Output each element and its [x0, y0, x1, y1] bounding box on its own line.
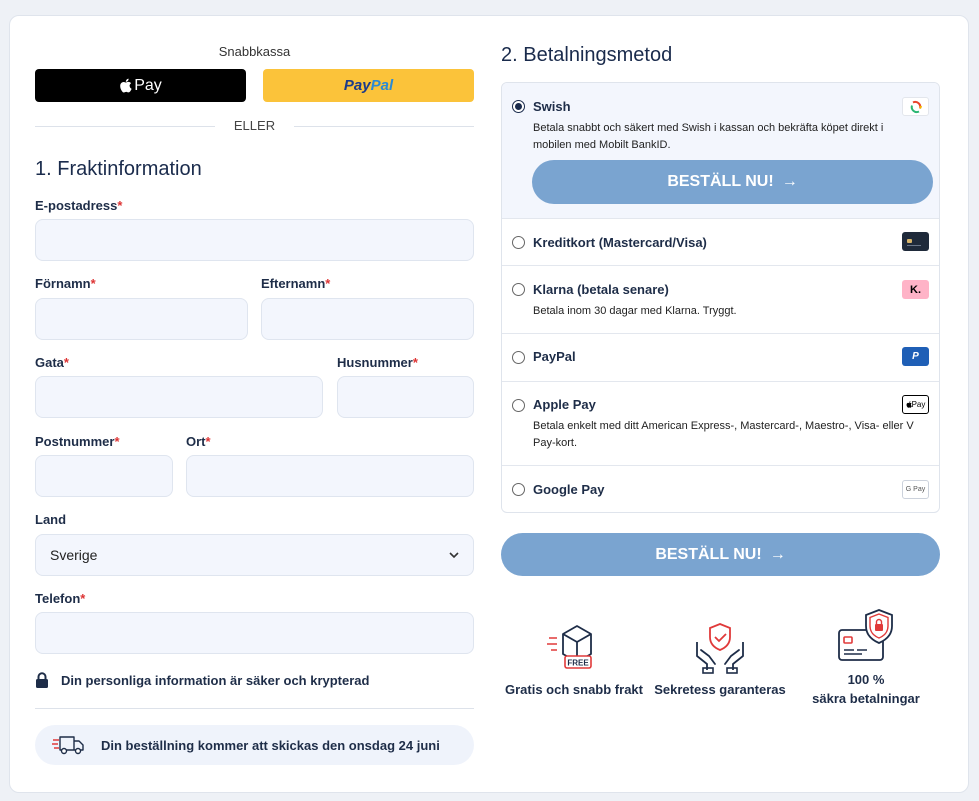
klarna-icon: K. [902, 280, 929, 299]
first-name-field[interactable] [35, 298, 248, 340]
apple-pay-button[interactable] [35, 69, 246, 102]
swish-icon [902, 97, 929, 116]
payment-method-klarna[interactable] [502, 265, 939, 333]
postal-code-field[interactable] [35, 455, 173, 497]
payment-method-description: Betala enkelt med ditt American Express-, Mastercard-, Maestro-, Visa- eller V Pay-kort. [533, 420, 914, 449]
badge-secure-payments-line2: säkra betalningar [812, 691, 920, 706]
paypal-label-part2: Pal [370, 77, 394, 94]
paypal-button[interactable] [263, 69, 474, 102]
radio-google-pay[interactable] [512, 483, 525, 496]
street-field[interactable] [35, 376, 323, 418]
apple-pay-icon: Pay [902, 395, 929, 414]
email-field[interactable] [35, 219, 474, 261]
payment-method-description: Betala inom 30 dagar med Klarna. Tryggt. [533, 305, 737, 317]
payment-method-name: PayPal [533, 349, 576, 364]
secure-info-text: Din personliga information är säker och krypterad [61, 672, 370, 688]
email-label: E-postadress* [35, 198, 123, 213]
delivery-truck-icon [51, 734, 85, 756]
swish-order-button[interactable]: BESTÄLL NU! → [532, 160, 933, 204]
payment-method-description: Betala snabbt och säkert med Swish i kassan och bekräfta köpet direkt i mobilen med Mobilt BankID. [533, 122, 884, 151]
delivery-note [35, 725, 474, 765]
payment-methods-list [501, 82, 940, 513]
payment-method-name: Swish [533, 99, 571, 114]
payment-method-name: Kreditkort (Mastercard/Visa) [533, 235, 707, 250]
delivery-note-text: Din beställning kommer att skickas den onsdag 24 juni [101, 737, 440, 753]
section-divider [35, 708, 474, 709]
express-checkout-title: Snabbkassa [218, 44, 291, 59]
or-text: ELLER [233, 118, 276, 133]
badge-privacy [650, 620, 790, 699]
badge-secure-payments [796, 608, 936, 708]
radio-swish[interactable] [512, 100, 525, 113]
phone-label: Telefon* [35, 591, 86, 606]
paypal-label-part1: Pay [343, 77, 371, 94]
badge-secure-payments-line1: 100 % [847, 672, 885, 687]
house-number-field[interactable] [337, 376, 474, 418]
apple-pay-label: Pay [134, 76, 162, 94]
radio-paypal[interactable] [512, 351, 525, 364]
privacy-shield-hands-icon [693, 620, 747, 674]
country-select-value: Sverige [50, 547, 98, 563]
radio-credit-card[interactable] [512, 236, 525, 249]
svg-text:FREE: FREE [567, 658, 589, 668]
badge-free-shipping [503, 620, 645, 699]
secure-info-note [35, 672, 369, 688]
payment-method-name: Klarna (betala senare) [533, 282, 669, 297]
last-name-label: Efternamn* [261, 276, 331, 291]
apple-icon [119, 78, 132, 93]
country-select[interactable] [35, 534, 474, 576]
payment-method-name: Google Pay [533, 482, 605, 497]
google-pay-icon: G Pay [902, 480, 929, 499]
postal-code-label: Postnummer* [35, 434, 120, 449]
radio-klarna[interactable] [512, 283, 525, 296]
city-field[interactable] [186, 455, 474, 497]
shipping-heading: 1. Fraktinformation [35, 158, 202, 180]
order-now-button[interactable]: BESTÄLL NU! → [501, 533, 940, 576]
house-number-label: Husnummer* [337, 355, 418, 370]
secure-card-shield-icon [837, 608, 895, 664]
free-shipping-box-icon [547, 620, 601, 674]
chevron-down-icon [447, 548, 461, 562]
payment-method-apple-pay[interactable] [502, 381, 939, 465]
first-name-label: Förnamn* [35, 276, 96, 291]
country-label: Land [35, 512, 67, 527]
badge-privacy-label: Sekretess garanteras [654, 682, 786, 697]
last-name-field[interactable] [261, 298, 474, 340]
city-label: Ort* [186, 434, 211, 449]
payment-method-google-pay[interactable] [502, 465, 939, 513]
payment-method-swish[interactable] [502, 83, 939, 218]
payment-method-credit-card[interactable] [502, 218, 939, 265]
payment-heading: 2. Betalningsmetod [501, 44, 673, 66]
or-divider [35, 118, 474, 134]
credit-card-icon [902, 232, 929, 251]
payment-method-paypal[interactable] [502, 333, 939, 381]
payment-method-name: Apple Pay [533, 397, 596, 412]
lock-icon [35, 672, 49, 688]
paypal-icon: P [902, 347, 929, 366]
badge-free-shipping-label: Gratis och snabb frakt [505, 682, 643, 697]
street-label: Gata* [35, 355, 69, 370]
phone-field[interactable] [35, 612, 474, 654]
radio-apple-pay[interactable] [512, 399, 525, 412]
